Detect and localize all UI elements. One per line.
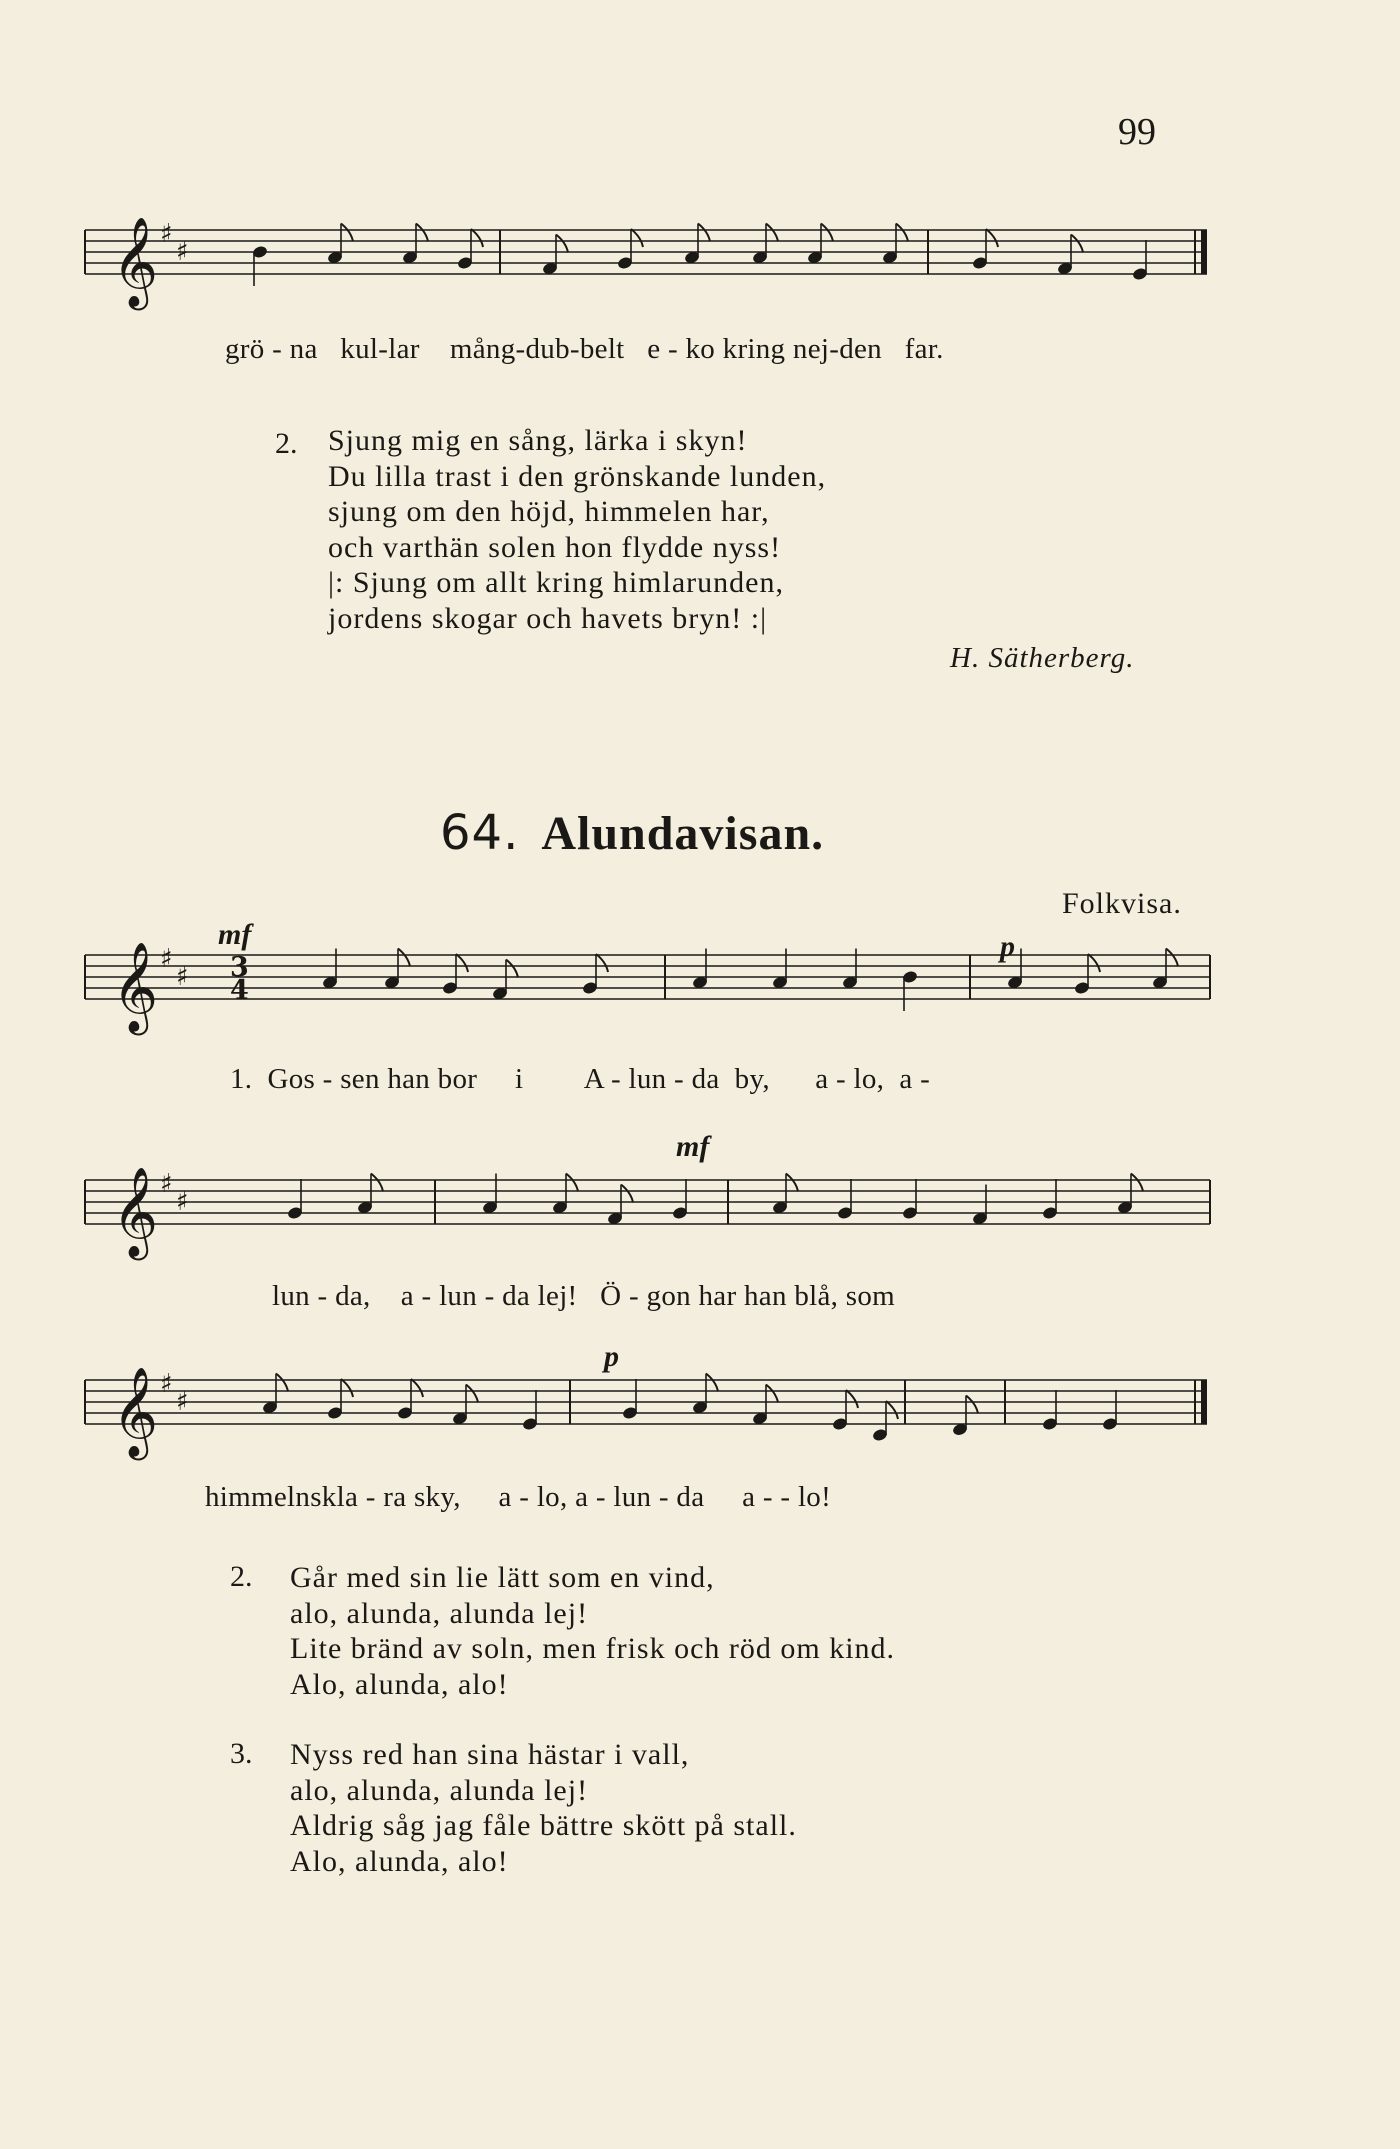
sharp-icon: ♯	[176, 1187, 189, 1217]
note-flag	[276, 1374, 288, 1392]
verse-number: 2.	[230, 1560, 253, 1593]
note-flag	[631, 229, 643, 247]
note-flag	[411, 1379, 423, 1397]
song-title	[440, 805, 824, 861]
music-staff-1	[80, 200, 1215, 350]
final-bar-thick	[1201, 1380, 1207, 1424]
sharp-icon: ♯	[176, 962, 189, 992]
staff-song2-system2	[80, 1150, 1215, 1300]
treble-clef-icon: 𝄞	[112, 1367, 159, 1457]
lyrics-song2-system3: himmelnskla - ra sky, a - lo, a - lun - da a - - lo!	[205, 1481, 832, 1513]
note-flag	[896, 224, 908, 242]
note-flag	[986, 229, 998, 247]
lyrics-song1: grö - na kul-lar mång-dub-belt e - ko kring nej-den far.	[225, 333, 944, 365]
dynamic-mark: mf	[218, 918, 252, 951]
music-staff-3	[80, 1150, 1215, 1300]
note-flag	[706, 1374, 718, 1392]
note-flag	[698, 224, 710, 242]
note-flag	[398, 949, 410, 967]
note-flag	[471, 229, 483, 247]
music-staff-2	[80, 925, 1215, 1075]
verse-number: 2.	[275, 427, 298, 460]
note-flag	[1088, 954, 1100, 972]
note-flag	[466, 1385, 478, 1403]
note-flag	[1166, 949, 1178, 967]
staff-song2-system1	[80, 925, 1215, 1075]
treble-clef-icon: 𝄞	[112, 942, 159, 1032]
note-flag	[621, 1185, 633, 1203]
note-flag	[416, 224, 428, 242]
author-credit: H. Sätherberg.	[950, 642, 1135, 674]
music-staff-4	[80, 1350, 1215, 1500]
note-flag	[821, 224, 833, 242]
page-number: 99	[1118, 111, 1156, 153]
sharp-icon: ♯	[160, 944, 173, 974]
sharp-icon: ♯	[160, 1369, 173, 1399]
note-flag	[456, 954, 468, 972]
sharp-icon: ♯	[160, 1169, 173, 1199]
verse-song1-2: Sjung mig en sång, lärka i skyn! Du lilla trast i den grönskande lunden, sjung om den höjd, himmelen har, och varthän solen hon flydde nyss! |: Sjung om allt kring himlarunden, jordens skogar och havets bryn! :|	[328, 424, 827, 635]
song-name: Alundavisan.	[541, 807, 825, 860]
lyrics-song2-system2: lun - da, a - lun - da lej! Ö - gon har han blå, som	[272, 1280, 896, 1312]
verse-number: 3.	[230, 1737, 253, 1770]
note-flag	[786, 1174, 798, 1192]
note-flag	[506, 960, 518, 978]
time-signature-top: 3	[230, 952, 249, 983]
sharp-icon: ♯	[176, 237, 189, 267]
treble-clef-icon: 𝄞	[112, 1167, 159, 1257]
note-flag	[1071, 235, 1083, 253]
final-bar-thick	[1201, 230, 1207, 274]
song-number: 64.	[440, 805, 520, 861]
staff-song1-end	[80, 200, 1215, 350]
verse-song2-3: Nyss red han sina hästar i vall, alo, alunda, alunda lej! Aldrig såg jag fåle bättre skött på stall. Alo, alunda, alo!	[290, 1738, 797, 1878]
note-flag	[766, 1385, 778, 1403]
time-signature-bottom: 4	[230, 975, 249, 1006]
note-flag	[966, 1396, 978, 1414]
song-credit: Folkvisa.	[1062, 887, 1182, 920]
lyrics-song2-system1: 1. Gos - sen han bor i A - lun - da by, a - lo, a -	[230, 1063, 931, 1095]
note-flag	[341, 224, 353, 242]
note-flag	[556, 235, 568, 253]
note-flag	[371, 1174, 383, 1192]
dynamic-mark: p	[604, 1340, 619, 1373]
verse-song2-2: Går med sin lie lätt som en vind, alo, alunda, alunda lej! Lite bränd av soln, men frisk och röd om kind. Alo, alunda, alo!	[290, 1561, 896, 1701]
sharp-icon: ♯	[160, 219, 173, 249]
treble-clef-icon: 𝄞	[112, 217, 159, 307]
note-flag	[886, 1401, 898, 1419]
note-flag	[766, 224, 778, 242]
note-flag	[846, 1390, 858, 1408]
sharp-icon: ♯	[176, 1387, 189, 1417]
staff-song2-system3	[80, 1350, 1215, 1500]
note-flag	[566, 1174, 578, 1192]
dynamic-mark: p	[1000, 930, 1015, 963]
note-flag	[1131, 1174, 1143, 1192]
note-flag	[341, 1379, 353, 1397]
note-flag	[596, 954, 608, 972]
dynamic-mark: mf	[676, 1130, 710, 1163]
